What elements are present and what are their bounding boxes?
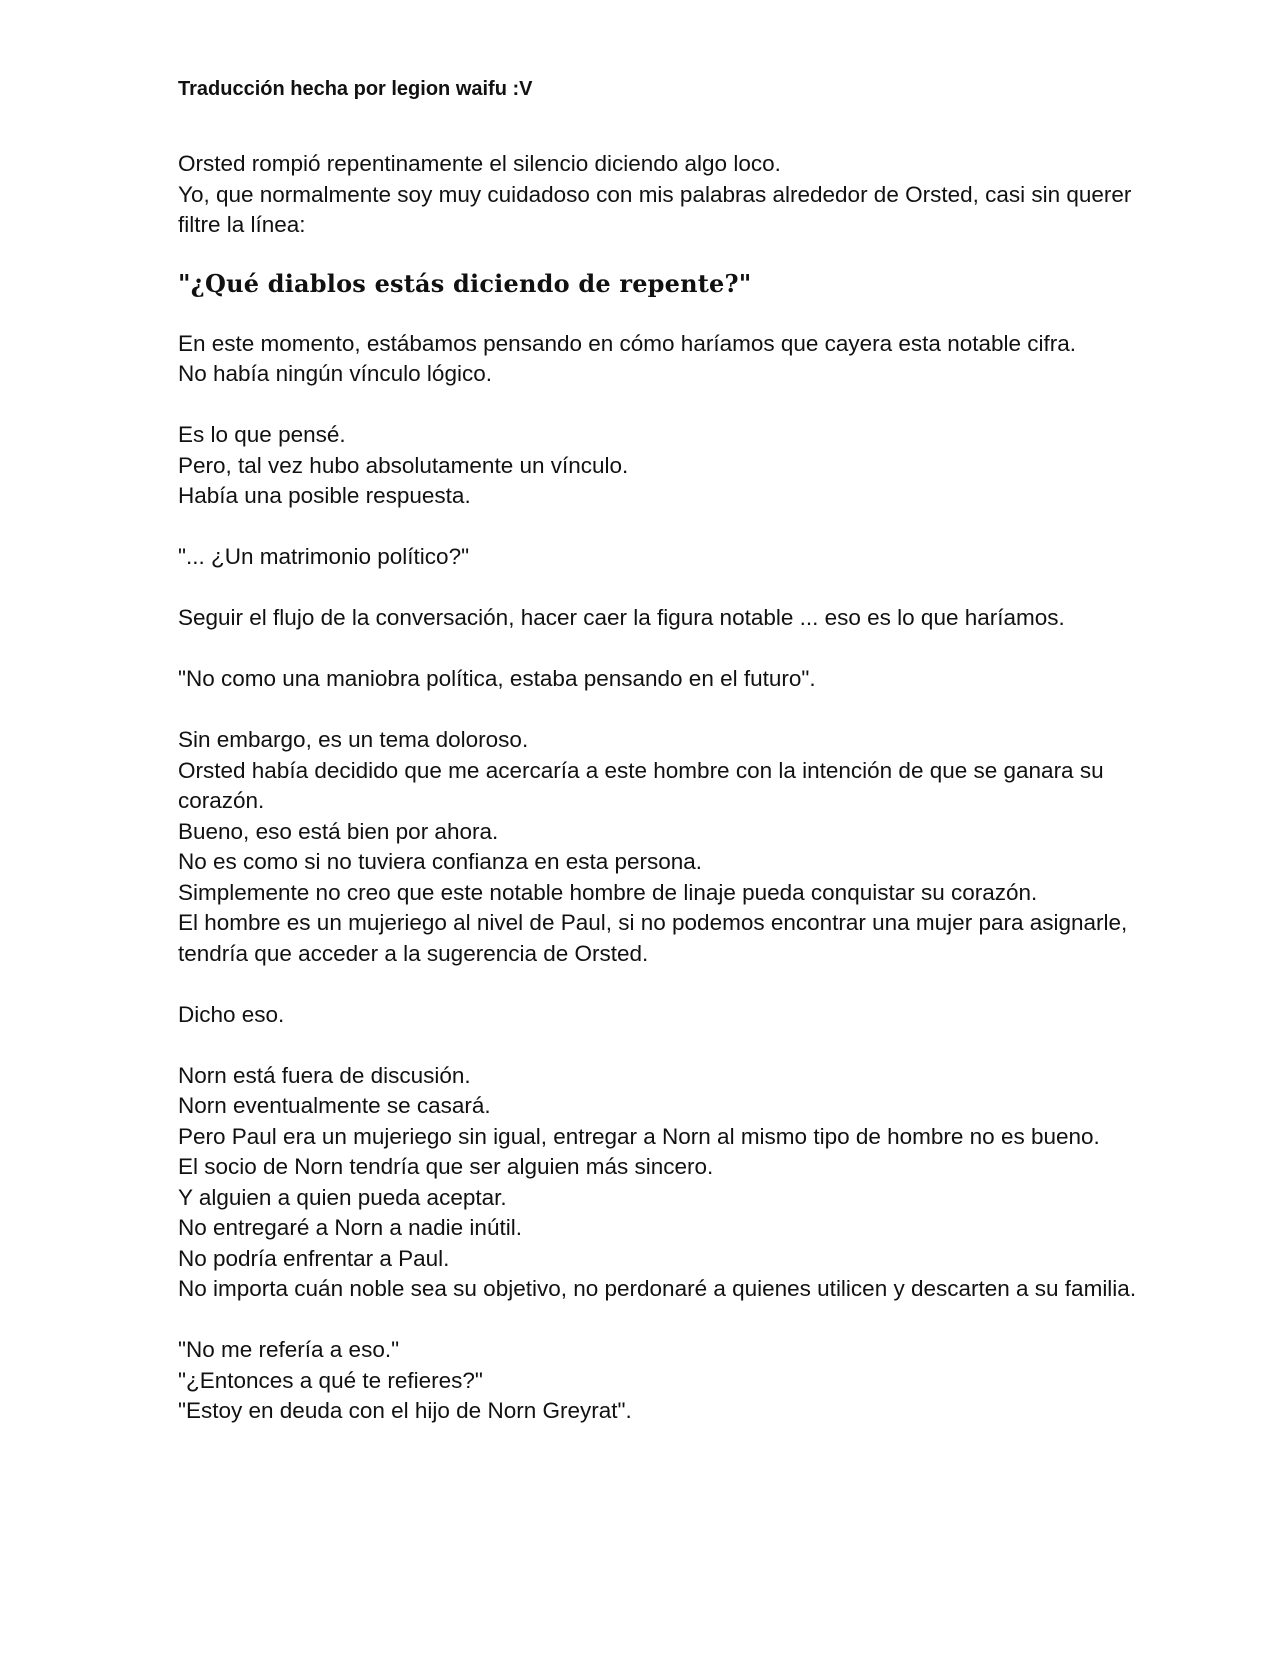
paragraph-line: Seguir el flujo de la conversación, hacer caer la figura notable ... eso es lo que haríamos.: [178, 605, 1065, 630]
dialogue-line: "... ¿Un matrimonio político?": [178, 544, 470, 569]
paragraph-line: Y alguien a quien pueda aceptar.: [178, 1184, 507, 1210]
paragraph-line: Había una posible respuesta.: [178, 483, 471, 508]
paragraph-line: En este momento, estábamos pensando en cómo haríamos que cayera esta notable cifra.: [178, 330, 1077, 356]
paragraph-line: Yo, que normalmente soy muy cuidadoso con mis palabras alrededor de Orsted, casi sin querer filtre la línea:: [178, 181, 1132, 237]
document-body: [178, 149, 1178, 1427]
paragraph-line: No es como si no tuviera confianza en esta persona.: [178, 849, 703, 874]
paragraph-line: No entregaré a Norn a nadie inútil.: [178, 1215, 522, 1240]
paragraph-line: Norn eventualmente se casará.: [178, 1093, 491, 1118]
paragraph-line: No importa cuán noble sea su objetivo, no perdonaré a quienes utilicen y descarten a su familia.: [178, 1276, 1137, 1301]
paragraph-line: No había ningún vínculo lógico.: [178, 361, 492, 386]
paragraph-line: No podría enfrentar a Paul.: [178, 1245, 450, 1271]
paragraph-line: Sin embargo, es un tema doloroso.: [178, 727, 529, 752]
translation-credit: Traducción hecha por legion waifu :V: [178, 78, 533, 100]
paragraph-line: Es lo que pensé.: [178, 422, 346, 447]
paragraph-line: El socio de Norn tendría que ser alguien más sincero.: [178, 1154, 714, 1179]
paragraph-line: El hombre es un mujeriego al nivel de Paul, si no podemos encontrar una mujer para asignarle, tendría que acceder a la sugerencia de Orsted.: [178, 910, 1128, 966]
paragraph-line: Dicho eso.: [178, 1001, 285, 1027]
paragraph-line: Orsted rompió repentinamente el silencio diciendo algo loco.: [178, 151, 781, 176]
dialogue-line: "No me refería a eso.": [178, 1337, 400, 1362]
paragraph-line: Orsted había decidido que me acercaría a este hombre con la intención de que se ganara su corazón.: [178, 757, 1104, 813]
paragraph-line: Norn está fuera de discusión.: [178, 1062, 471, 1088]
dialogue-line: "No como una maniobra política, estaba pensando en el futuro".: [178, 666, 816, 691]
paragraph-line: Bueno, eso está bien por ahora.: [178, 818, 499, 844]
paragraph-line: Pero, tal vez hubo absolutamente un vínculo.: [178, 452, 629, 478]
emphasized-quote: "¿Qué diablos estás diciendo de repente?": [178, 268, 752, 298]
dialogue-line: "¿Entonces a qué te refieres?": [178, 1367, 483, 1393]
paragraph-line: Simplemente no creo que este notable hombre de linaje pueda conquistar su corazón.: [178, 879, 1038, 905]
dialogue-line: "Estoy en deuda con el hijo de Norn Greyrat".: [178, 1398, 632, 1423]
paragraph-line: Pero Paul era un mujeriego sin igual, entregar a Norn al mismo tipo de hombre no es bueno.: [178, 1123, 1100, 1149]
